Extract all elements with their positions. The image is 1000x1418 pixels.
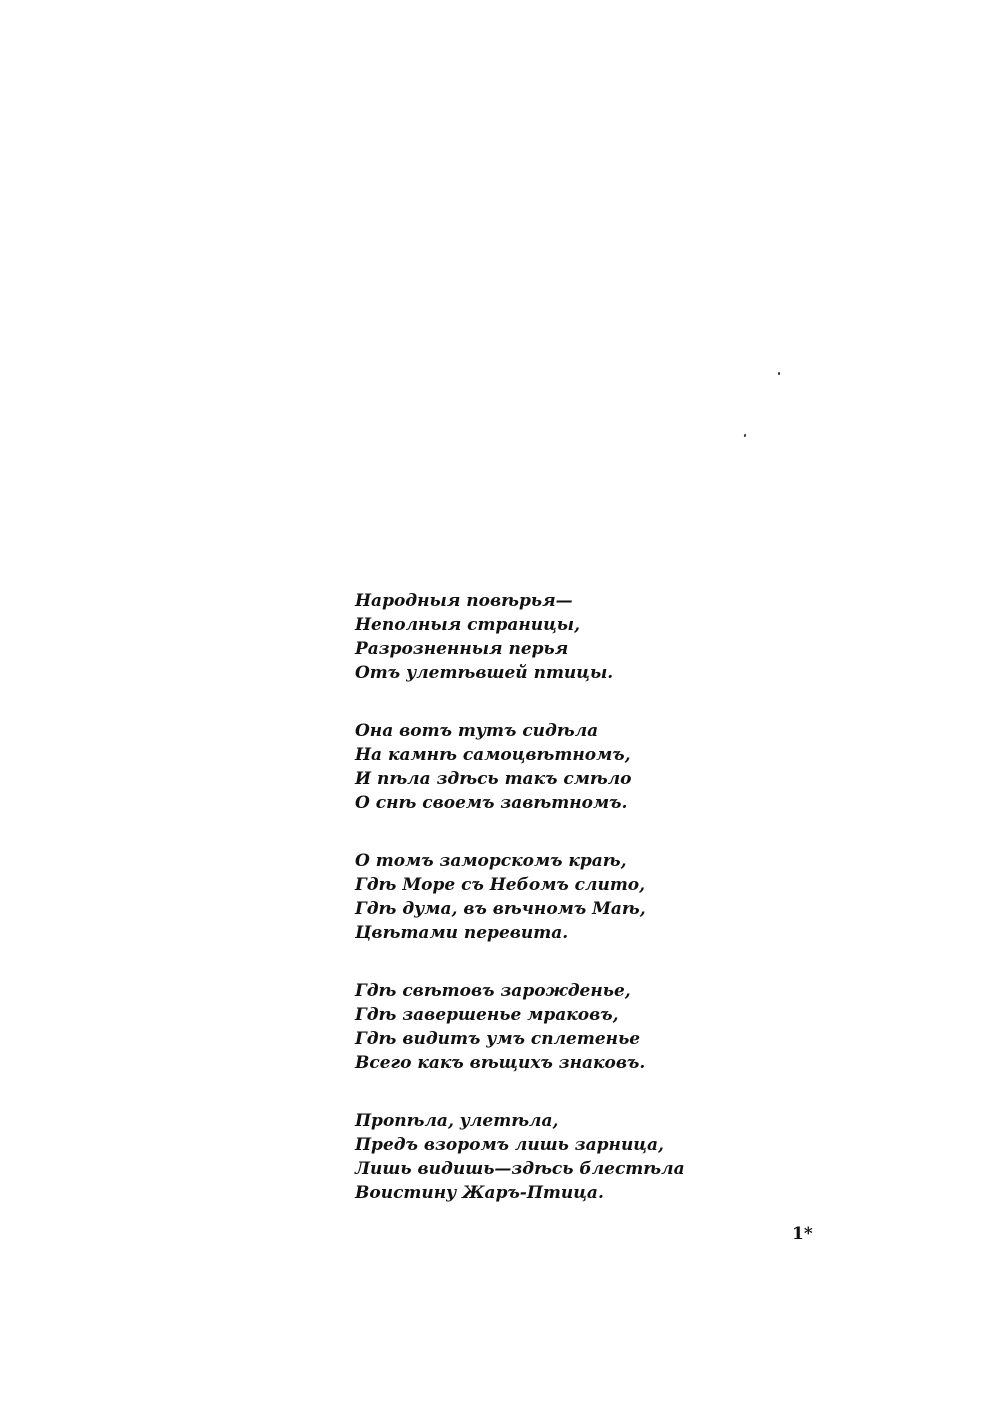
ink-speck xyxy=(778,372,780,375)
poem-line: Лишь видишь—здѣсь блестѣла xyxy=(355,1159,685,1179)
poem-line: Неполныя страницы, xyxy=(355,615,581,635)
stanza-3 xyxy=(355,849,815,945)
poem-line: На камнѣ самоцвѣтномъ, xyxy=(355,745,631,765)
poem-line: И пѣла здѣсь такъ смѣло xyxy=(355,769,632,789)
poem-line: Разрозненныя перья xyxy=(355,639,569,659)
poem-line: Гдѣ завершенье мраковъ, xyxy=(355,1005,619,1025)
poem-line: Цвѣтами перевита. xyxy=(355,923,569,943)
poem-line: Воистину Жаръ-Птица. xyxy=(355,1183,604,1203)
stanza-4 xyxy=(355,979,815,1075)
poem-line: Народныя повѣрья— xyxy=(355,591,573,611)
stanza-1 xyxy=(355,589,815,685)
stanza-5 xyxy=(355,1109,815,1205)
poem-line: Предъ взоромъ лишь зарница, xyxy=(355,1135,664,1155)
poem-line: Всего какъ вѣщихъ знаковъ. xyxy=(355,1053,646,1073)
ink-speck xyxy=(744,434,747,438)
poem-line: Пропѣла, улетѣла, xyxy=(355,1111,559,1131)
poem-line: Гдѣ видитъ умъ сплетенье xyxy=(355,1029,641,1049)
poem-line: О томъ заморскомъ краѣ, xyxy=(355,851,627,871)
poem-line: Гдѣ Море съ Небомъ слито, xyxy=(355,875,646,895)
stanza-2 xyxy=(355,719,815,815)
poem-line: О снѣ своемъ завѣтномъ. xyxy=(355,793,628,813)
poem-line: Гдѣ свѣтовъ зарожденье, xyxy=(355,981,631,1001)
poem-line: Она вотъ тутъ сидѣла xyxy=(355,721,599,741)
page-number: 1* xyxy=(792,1224,813,1244)
poem-line: Отъ улетѣвшей птицы. xyxy=(355,663,614,683)
poem xyxy=(355,589,815,1239)
poem-line: Гдѣ дума, въ вѣчномъ Маѣ, xyxy=(355,899,646,919)
